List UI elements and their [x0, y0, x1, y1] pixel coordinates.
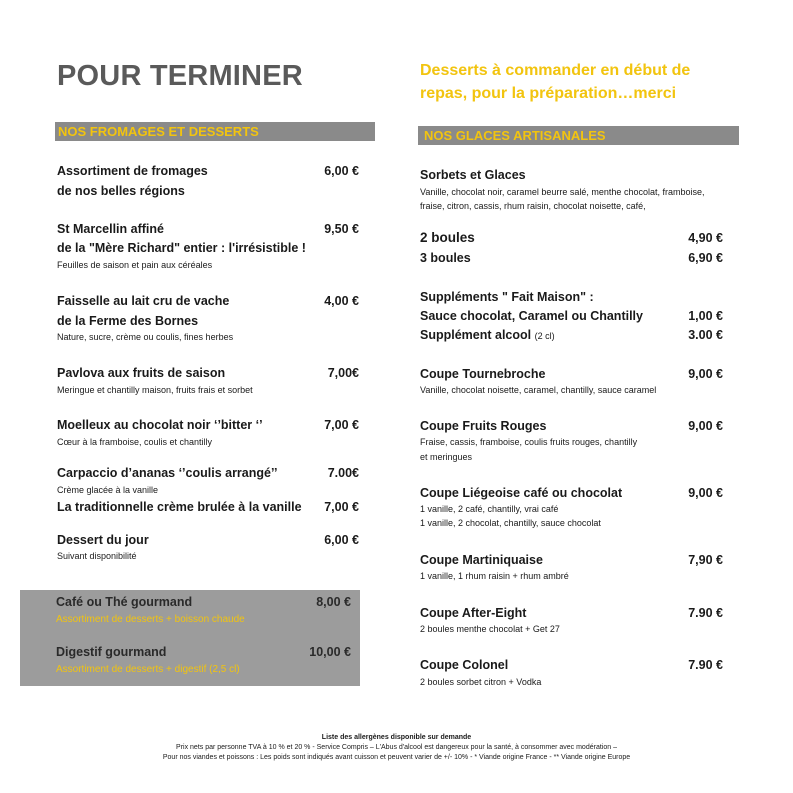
gourmand-item-description: Assortiment de desserts + boisson chaude — [56, 614, 245, 625]
coupe-description: 1 vanille, 1 rhum raisin + rhum ambré — [420, 571, 569, 581]
page-title: POUR TERMINER — [57, 60, 303, 92]
item-price: 7,00 € — [324, 418, 359, 432]
sorbets-title: Sorbets et Glaces — [420, 168, 526, 182]
supplement-sauce: Sauce chocolat, Caramel ou Chantilly — [420, 309, 643, 323]
coupe-description-line2: et meringues — [420, 452, 473, 462]
item-description: Nature, sucre, crème ou coulis, fines herbes — [57, 332, 234, 342]
boules-name: 2 boules — [420, 230, 475, 245]
item-name: Faisselle au lait cru de vache — [57, 294, 230, 308]
item-name: Carpaccio d’ananas ‘’coulis arrangé’’ — [57, 466, 278, 480]
item-price: 7.00€ — [327, 466, 359, 480]
boules-price: 6,90 € — [688, 251, 723, 265]
coupe-price: 7.90 € — [688, 658, 723, 672]
coupe-name: Coupe Colonel — [420, 658, 509, 672]
item-price: 7,00 € — [324, 500, 359, 514]
coupe-price: 9,00 € — [688, 419, 723, 433]
gourmand-item-price: 8,00 € — [316, 595, 351, 609]
boules-name: 3 boules — [420, 251, 471, 265]
gourmand-item-name: Café ou Thé gourmand — [56, 595, 193, 609]
footer-allergens: Liste des allergènes disponible sur demande — [321, 734, 472, 741]
coupe-description: Vanille, chocolat noisette, caramel, chantilly, sauce caramel — [420, 385, 657, 395]
coupe-description: 1 vanille, 2 café, chantilly, vrai café — [420, 504, 559, 514]
coupe-name: Coupe Tournebroche — [420, 367, 546, 381]
coupe-name: Coupe After-Eight — [420, 606, 527, 620]
item-price: 6,00 € — [324, 533, 359, 547]
supplement-alcool-label: Supplément alcool — [420, 328, 532, 342]
coupe-description: 2 boules menthe chocolat + Get 27 — [420, 624, 560, 634]
footer-prices: Prix nets par personne TVA à 10 % et 20 % - Service Compris – L'Abus d'alcool est dangereux pour la santé, à consommer avec modération – — [176, 744, 617, 751]
item-name: Assortiment de fromages — [57, 164, 208, 178]
item-name-line2: de la "Mère Richard" entier : l'irrésistible ! — [57, 241, 306, 255]
coupe-price: 9,00 € — [688, 486, 723, 500]
coupe-description: Fraise, cassis, framboise, coulis fruits rouges, chantilly — [420, 437, 638, 447]
coupe-price: 7,90 € — [688, 553, 723, 567]
coupe-name: Coupe Martiniquaise — [420, 553, 543, 567]
coupe-name: Coupe Liégeoise café ou chocolat — [420, 486, 623, 500]
coupe-price: 9,00 € — [688, 367, 723, 381]
gourmand-item-description: Assortiment de desserts + digestif (2,5 cl) — [56, 664, 240, 675]
supplement-alcool-qty: (2 cl) — [534, 331, 555, 341]
item-name: Pavlova aux fruits de saison — [57, 366, 226, 380]
supplement-alcool-price: 3.00 € — [688, 328, 723, 342]
sorbets-flavours-line2: fraise, citron, cassis, rhum raisin, chocolat noisette, café, — [420, 201, 646, 211]
coupe-name: Coupe Fruits Rouges — [420, 419, 547, 433]
item-name-line2: de nos belles régions — [57, 184, 185, 198]
order-note: Desserts à commander en début de repas, pour la préparation…merci — [420, 62, 691, 102]
item-description: Cœur à la framboise, coulis et chantilly — [57, 437, 213, 447]
sorbets-flavours-line1: Vanille, chocolat noir, caramel beurre salé, menthe chocolat, framboise, — [420, 187, 705, 197]
supplement-sauce-price: 1,00 € — [688, 309, 723, 323]
item-price: 6,00 € — [324, 164, 359, 178]
item-name-line2: de la Ferme des Bornes — [57, 314, 199, 328]
supplement-alcool — [420, 328, 555, 342]
supplements-title: Suppléments " Fait Maison" : — [420, 290, 594, 304]
footer-weights: Pour nos viandes et poissons : Les poids sont indiqués avant cuisson et peuvent varier de +/- 10% - * Viande origine France - ** Viande origine Europe — [162, 754, 631, 761]
item-price: 4,00 € — [324, 294, 359, 308]
item-name: Moelleux au chocolat noir ‘’bitter ‘’ — [57, 418, 263, 432]
item-name: St Marcellin affiné — [57, 222, 164, 236]
item-name: Dessert du jour — [57, 533, 149, 547]
gourmand-item-price: 10,00 € — [309, 645, 351, 659]
item-description: Crème glacée à la vanille — [57, 485, 159, 495]
item-description: Suivant disponibilité — [57, 551, 137, 561]
coupe-description-line2: 1 vanille, 2 chocolat, chantilly, sauce chocolat — [420, 518, 601, 528]
boules-price: 4,90 € — [688, 231, 723, 245]
coupe-price: 7.90 € — [688, 606, 723, 620]
item-price: 9,50 € — [324, 222, 359, 236]
item-description: Meringue et chantilly maison, fruits frais et sorbet — [57, 385, 253, 395]
item-price: 7,00€ — [327, 366, 359, 380]
item-description: Feuilles de saison et pain aux céréales — [57, 260, 213, 270]
section-header-glaces: NOS GLACES ARTISANALES — [418, 126, 739, 145]
coupe-description: 2 boules sorbet citron + Vodka — [420, 677, 542, 687]
gourmand-item-name: Digestif gourmand — [56, 645, 167, 659]
item-name: La traditionnelle crème brulée à la vanille — [57, 500, 302, 514]
section-header-fromages-desserts: NOS FROMAGES ET DESSERTS — [55, 122, 375, 141]
